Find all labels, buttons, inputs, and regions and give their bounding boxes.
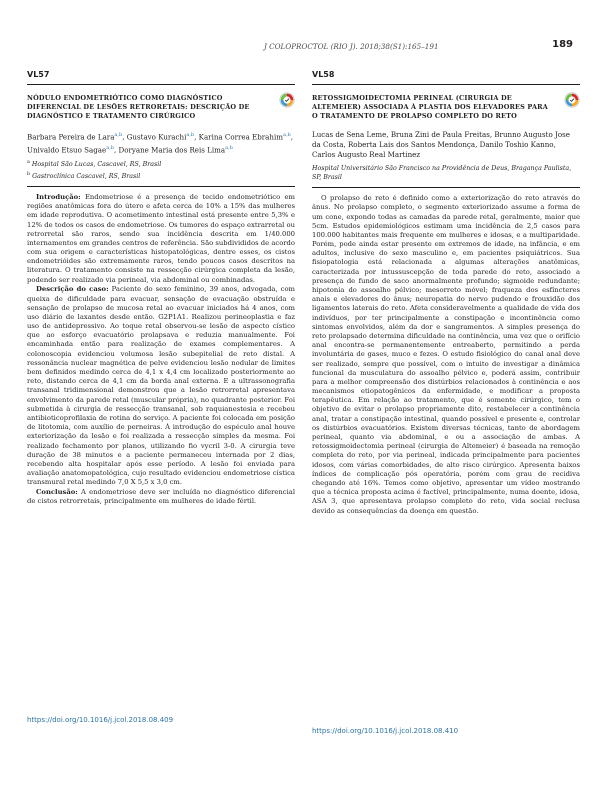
affiliation (27, 170, 295, 181)
title-row (27, 94, 295, 121)
author-name: Doryane Maria dos Reis Lima (118, 145, 226, 155)
abstract-vl57 (27, 70, 295, 506)
journal-reference: J COLOPROCTOL (RIO J). 2018;38(S1):165–191 (264, 42, 439, 51)
affiliation-text: Hospital São Lucas, Cascavel, RS, Brasil (31, 161, 162, 169)
author-affiliation-marker[interactable]: a,b (106, 144, 114, 151)
page-header (27, 39, 573, 56)
title-row (312, 94, 580, 121)
affiliation: Hospital Universitário São Francisco na Providência de Deus, Bragança Paulista, SP, Brasil (312, 164, 572, 181)
abstract-paragraph: O prolapso de reto é definido como a exteriorização do reto através do ânus. No prolapso completo, o segmento exteriorizado assume a forma de um cone, expondo todas as camadas da parede retal, geralmente, maior que 5cm. Estudos epidemiológicos estimam uma incidência de 2,5 casos para 100.000 habitantes mais frequente em mulheres e idosas, e a multiparidade. Porém, pode ainda estar presente em extremos de idade, na infância, e em adultos, inclusive do sexo masculino e, em pacientes psiquiátricos. Sua fisiopatologia está relacionada a algumas alterações anatômicas, caracterizada por intussuscepção de toda parede do reto, associado a presença de fundo de saco anormalmente profundo; sigmoide redundante; hipotonia do assoalho pélvico; mesorreto móvel; fraqueza dos esfíncteres anais e elevadores do ânus; neuropatia do nervo pudendo e frouxidão dos ligamentos laterais do reto. Afeta consideravelmente a qualidade de vida dos indivíduos, por ter principalmente a constipação e incontinência como sintomas envolvidos, além da dor e sangramentos. A simples presença do reto prolapsado determina dificuldade na continência, uma vez que o orifício anal encontra-se permanentemente entreaberto, permitindo a perda involuntária de gases, muco e fezes. O estudo fisiológico do canal anal deve ser realizado, sempre que possível, com o intuito de investigar a dinâmica funcional da musculatura do assoalho pélvico e, poderá assim, contribuir para a melhor compreensão dos distúrbios relacionados à continência e aos mecanismos etiopatogênicos da enfermidade, e modificar a proposta terapêutica. Em relação ao tratamento, que é somente cirúrgico, tem o objetivo de evitar o prolapso propriamente dito, restabelecer a continência anal, tratar a constipação intestinal, quando possível e presente e, controlar os distúrbios evacuatórios. Existem diversas técnicas, tanto de abordagem perineal, quanto via abdominal, e ou a associação de ambas. A retossigmoidectomia perineal (cirurgia de Altemeier) é baseada na remoção completa do reto, por via perineal, indicada principalmente para pacientes idosos, com várias comorbidades, de alto risco cirúrgico. Apresenta baixos índices de complicação pós operatória, porém com grau de recidiva chegando até 16%. Temos como objetivo, apresentar um vídeo mostrando que a técnica proposta acima é factível, principalmente, numa doente, idosa, ASA 3, que apresentava prolapso completo do reto, vida social reclusa devido as consequências da doença em questão. (312, 194, 580, 515)
abstract-paragraph (27, 488, 295, 506)
affiliation (27, 158, 295, 169)
crossmark-icon[interactable] (564, 92, 580, 110)
divider (27, 84, 295, 85)
author-list (27, 130, 295, 155)
paragraph-text: Paciente do sexo feminino, 39 anos, advogada, com queixa de dificuldade para evacuar, sensação de evacuação obstruída e sensação de prolapso de mucosa retal ao evacuar iniciados há 4 anos, com uso diário de laxantes desde então. G2P1A1. Realizou perineoplastia e faz uso de antidepressivo. Ao toque retal observou-se lesão de aspecto cístico que ao esforço evacuatório prolapsava e reduzia manualmente. Foi encaminhada então para realização de exames complementares. A colonoscopia evidenciou volumosa lesão subepitelial de reto distal. A ressonância nuclear magnética de pelve evidenciou lesão nodular de limites bem definidos medindo cerca de 4,1 x 4,4 cm localizado posteriormente ao reto, distando cerca de 4,1 cm da borda anal externa. E a ultrassonografia transanal tridimensional demonstrou que a lesão retrorretal apresentava envolvimento da parede retal (muscular própria), no quadrante posterior. Foi submetida à cirurgia de ressecção transanal, sob raquianestesia e recebeu antibioticoprofilaxia de rotina do serviço. A paciente foi colocada em posição de litotomia, com auxílio de perneiras. À introdução do espéculo anal houve exteriorização da lesão e foi realizada a ressecção simples da mesma. Foi realizado fechamento por planos, utilizando fio vycril 3-0. A cirurgia teve duração de 38 minutos e a paciente permaneceu internada por 2 dias, recebendo alta hospitalar após esse período. A lesão foi enviada para avaliação anatomopatológica, cujo resultado evidenciou endometriose cística transmural retal medindo 7,0 X 5,5 x 3,0 cm. (27, 285, 296, 487)
author-affiliation-marker[interactable]: a,b (186, 132, 195, 139)
divider (312, 84, 580, 85)
doi-link[interactable]: https://doi.org/10.1016/j.jcol.2018.08.409 (27, 716, 174, 724)
author-affiliation-marker[interactable]: a,b (114, 132, 123, 139)
divider (27, 186, 295, 187)
abstract-paragraph (27, 193, 295, 285)
section-label: Conclusão: (36, 487, 78, 496)
author-affiliation-marker[interactable]: a,b (282, 132, 291, 139)
author-name: Barbara Pereira de Lara (27, 132, 115, 142)
doi-link[interactable]: https://doi.org/10.1016/j.jcol.2018.08.410 (312, 727, 459, 735)
affiliation-marker: b (27, 171, 31, 177)
author-affiliation-marker[interactable]: a,b (225, 144, 233, 151)
author-name: Karina Correa Ebrahim (198, 132, 283, 142)
author-list: Lucas de Sena Leme, Bruna Zini de Paula Freitas, Brunno Augusto Jose da Costa, Roberta Lais dos Santos Mendonça, Danilo Toshio Kanno, Carlos Augusto Real Martinez (312, 130, 570, 160)
author-separator: , (194, 132, 199, 142)
abstract-code: VL58 (312, 70, 335, 79)
paragraph-text: A endometriose deve ser incluída no diagnóstico diferencial de cistos retrorretais, principalmente em mulheres de idade fértil. (27, 487, 295, 506)
author-separator: , (122, 132, 127, 142)
abstract-code: VL57 (27, 70, 50, 79)
abstract-vl58 (312, 70, 580, 516)
abstract-paragraph (27, 285, 295, 487)
crossmark-icon[interactable] (279, 92, 295, 110)
author-name: Univaldo Etsuo Sagae (27, 145, 107, 155)
author-separator: , (290, 132, 294, 142)
abstract-title: RETOSSIGMOIDECTOMIA PERINEAL (CIRURGIA DE ALTEMEIER) ASSOCIADA À PLASTIA DOS ELEVADORES PARA O TRATAMENTO DE PROLAPSO COMPLETO DO RETO (312, 94, 548, 121)
author-separator: , (114, 145, 119, 155)
section-label: Introdução: (36, 192, 81, 201)
affiliation-text: Gastroclínica Cascavel, RS, Brasil (32, 172, 141, 180)
author-name: Gustavo Kurachi (126, 132, 187, 142)
affiliation-list (27, 158, 295, 181)
abstract-body (27, 193, 295, 506)
section-label: Descrição do caso: (36, 285, 109, 294)
abstract-body (312, 194, 580, 516)
abstract-title: NÓDULO ENDOMETRIÓTICO COMO DIAGNÓSTICO DIFERENCIAL DE LESÕES RETRORETAIS: DESCRIÇÃO DE DIAGNÓSTICO E TRATAMENTO CIRÚRGICO (27, 94, 250, 121)
page-number: 189 (552, 39, 573, 50)
divider (312, 187, 580, 188)
paragraph-text: Endometriose é a presença de tecido endometriótico em regiões anatômicas fora do útero e afeta cerca de 10% a 15% das mulheres em idade reprodutiva. O acometimento intestinal está presente entre 5,3% e 12% de todos os casos de endometriose. Os tumores do espaço extrarretal ou retrorretal são raros, sendo sua incidência descrita em 1/40.000 internamentos em grandes centros de referência. São subdivididos de acordo com sua origem e características histopatológicas, dentre esses, os cistos endometrióides são extremamente raros, tendo poucos casos descritos na literatura. O tratamento consiste na ressecção cirúrgica completa da lesão, podendo ser realizado via perineal, via abdominal ou combinadas. (27, 192, 295, 284)
affiliation-marker: a (27, 160, 30, 166)
